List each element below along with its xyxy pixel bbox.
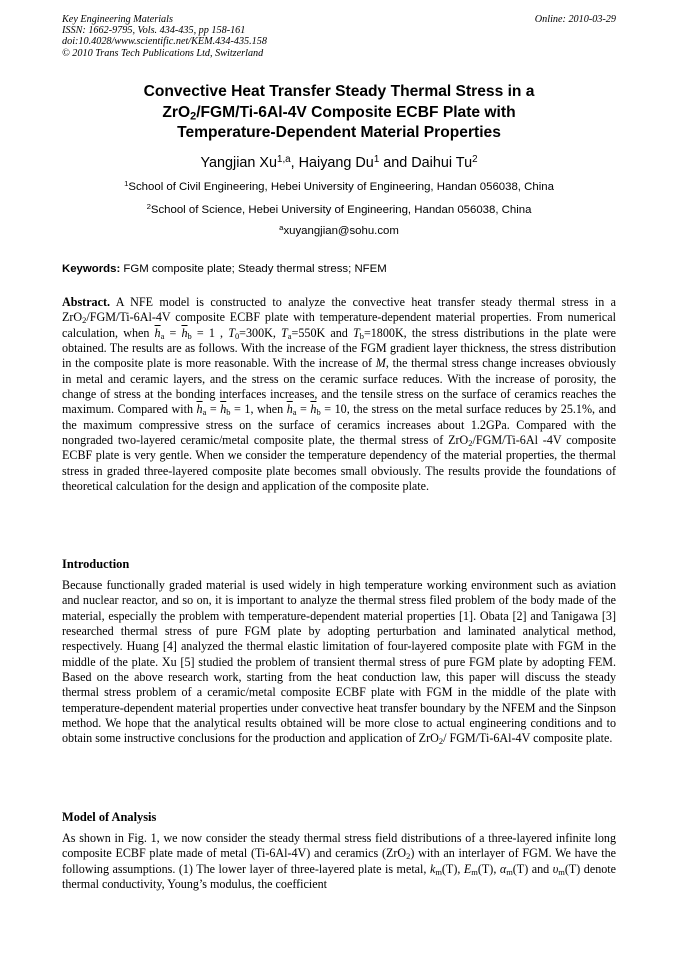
introduction-paragraph bbox=[62, 578, 616, 747]
h-a-3: $\overline{h}$ bbox=[286, 402, 293, 417]
abstract-block bbox=[62, 295, 616, 494]
ta-val: =550K and bbox=[291, 325, 353, 340]
h-a-sub-3: a bbox=[292, 407, 297, 418]
h-b-3: $\overline{h}$ bbox=[310, 402, 317, 417]
e-sub: m bbox=[471, 866, 478, 877]
h-a-sub-1: a bbox=[160, 330, 165, 341]
nu-sub: m bbox=[558, 866, 565, 877]
title-line-1: Convective Heat Transfer Steady Thermal Stress in a bbox=[143, 83, 535, 100]
keywords-label: Keywords: bbox=[62, 263, 121, 275]
e-symbol: E bbox=[463, 861, 472, 876]
eq-val-1: = 1 , bbox=[191, 325, 229, 340]
email-sup: a bbox=[279, 223, 284, 233]
keywords-line bbox=[62, 262, 616, 276]
alpha-arg: (T) bbox=[512, 861, 529, 876]
affiliation-1 bbox=[62, 180, 616, 194]
h-a-1: $\overline{h}$ bbox=[154, 325, 161, 340]
introduction-heading: Introduction bbox=[62, 557, 130, 571]
abstract-label: Abstract. bbox=[62, 295, 111, 309]
abstract-sub-1: 2 bbox=[82, 315, 87, 326]
alpha-sub: m bbox=[506, 866, 513, 877]
title-line-2 bbox=[62, 103, 616, 124]
eq-sign-2: = bbox=[206, 402, 221, 417]
model-text-1: As shown in Fig. 1, we now consider the steady thermal stress field distributions of a three-layered infinite long composite ECBF plate made of metal (Ti-6Al-4V) and ceramics (ZrO bbox=[62, 831, 616, 861]
intro-text-1: Because functionally graded material is used widely in high temperature working environment such as aviation and nuclear reactor, and so on, it is important to analyze the thermal stress filed problem of the body made of the material, especially the problem with temperature-dependent material properties [1]. Obata [2] and Tanigawa [3] researched thermal stress of pure FGM plate by adopting perturbation and laminated analytical method, respectively. Huang [4] analyzed the thermal elastic limitation of four-layered composite plate with FGM in the middle of the plate. Xu [5] studied the problem of transient thermal stress of pure FGM plate by adopting FEM. Based on the above research work, starting from the heat conduction law, this paper will discuss the steady thermal stress problem of a ceramic/metal composite ECBF plate with FGM in the middle of the plate with temperature-dependent material properties under convective heat transfer boundary by the NFEM and the Sinpson method. We hope that the analytical results obtained will be more close to actual engineering conditions and to obtain some instructive conclusions for the production and application of ZrO bbox=[62, 578, 616, 746]
eq-val-2: = 1, when bbox=[230, 402, 287, 417]
introduction-block bbox=[62, 578, 616, 747]
author-3-sup: 2 bbox=[472, 154, 478, 166]
author-3: and Daihui Tu bbox=[379, 155, 473, 171]
m-symbol: M bbox=[375, 356, 386, 371]
model-block bbox=[62, 831, 616, 892]
model-paragraph bbox=[62, 831, 616, 892]
title-line-3: Temperature-Dependent Material Properties bbox=[177, 124, 501, 141]
t0-symbol: T bbox=[228, 325, 235, 340]
abstract-text-6: /FGM/Ti-6Al -4V composite ECBF plate is very gentle. When we consider the temperature dependency of the material properties, the thermal stress in graded three-layered composite plate becomes small obviously. The results provide the foundations of theoretical calculation for the design and application of the composite plate. bbox=[62, 433, 616, 494]
intro-sub: 2 bbox=[438, 736, 444, 747]
comma-1: , bbox=[457, 861, 464, 876]
abstract-text-5: , the stress on the metal surface reduces by 25.1%, and the maximum compressive stress on the surface of ceramics increases about 1.2GPa. Compared with the nongraded two-layered ceramic/metal composite plate, the thermal stress of ZrO bbox=[62, 402, 617, 448]
comma-2: , bbox=[493, 861, 500, 876]
alpha-symbol: α bbox=[499, 861, 507, 876]
author-1-sup: 1,a bbox=[277, 154, 291, 166]
t0-sub: 0 bbox=[234, 330, 240, 341]
h-b-sub-1: b bbox=[187, 330, 192, 341]
k-arg: (T) bbox=[441, 861, 458, 876]
k-sub: m bbox=[435, 866, 442, 877]
h-b-2: $\overline{h}$ bbox=[220, 402, 227, 417]
and-word: and bbox=[528, 861, 553, 876]
online-date: Online: 2010-03-29 bbox=[534, 14, 616, 25]
author-2-sup: 1 bbox=[373, 154, 380, 166]
tb-symbol: T bbox=[352, 325, 360, 340]
author-list bbox=[62, 154, 616, 172]
eq-sign-1: = bbox=[164, 325, 182, 340]
eq-sign-3: = bbox=[296, 402, 311, 417]
aff-2-sup: 2 bbox=[146, 202, 151, 212]
affiliation-2 bbox=[62, 203, 616, 217]
model-sub-1: 2 bbox=[406, 851, 411, 862]
h-b-sub-2: b bbox=[226, 407, 231, 418]
h-b-sub-3: b bbox=[316, 407, 321, 418]
title-subscript: 2 bbox=[190, 110, 197, 123]
keywords-text: FGM composite plate; Steady thermal stress; NFEM bbox=[120, 263, 387, 275]
h-b-1: $\overline{h}$ bbox=[181, 325, 188, 340]
abstract-text-3: =1800K, the stress distributions in the plate were obtained. The results are as follows. With the increase of the FGM gradient layer thickness, the stress distribution in the composite plate is more reasonable. With the increase of bbox=[62, 325, 616, 371]
h-a-2: $\overline{h}$ bbox=[196, 402, 203, 417]
abstract-paragraph bbox=[62, 295, 616, 494]
model-text-2: ) with an interlayer of FGM. We have the following assumptions. (1) The lower layer of three-layered plate is metal, bbox=[62, 846, 616, 876]
doi-line: doi:10.4028/www.scientific.net/KEM.434-435.158 bbox=[62, 36, 267, 48]
intro-text-2: / FGM/Ti-6Al-4V composite plate. bbox=[443, 731, 613, 746]
k-symbol: k bbox=[429, 861, 436, 876]
abstract-text-1: A NFE model is constructed to analyze the convective heat transfer steady thermal stress in a ZrO bbox=[62, 295, 616, 325]
nu-arg: (T) bbox=[564, 861, 581, 876]
aff-1-text: School of Civil Engineering, Hebei University of Engineering, Handan 056038, China bbox=[128, 181, 554, 193]
t0-val: =300K, bbox=[239, 325, 282, 340]
h-a-sub-2: a bbox=[202, 407, 207, 418]
email-line bbox=[62, 224, 616, 238]
aff-2-text: School of Science, Hebei University of Engineering, Handan 056038, China bbox=[150, 204, 532, 216]
model-heading: Model of Analysis bbox=[62, 810, 157, 824]
issn-line: ISSN: 1662-9795, Vols. 434-435, pp 158-161 bbox=[62, 25, 246, 37]
abstract-text-4: , the thermal stress change increases obviously in metal and ceramic layers, and the stress on the ceramic surface reduces. With the increase of porosity, the change of stress at the bonding interfaces increases, and the tensile stress on the surface of ceramics reaches the maximum. Compared with bbox=[62, 356, 616, 417]
abstract-text-2: /FGM/Ti-6Al-4V composite ECBF plate with temperature-dependent material properties. From numerical calculation, when bbox=[62, 310, 616, 340]
email-link[interactable]: xuyangjian@sohu.com bbox=[283, 225, 399, 237]
e-arg: (T) bbox=[477, 861, 494, 876]
title-zro: ZrO bbox=[162, 103, 191, 121]
ta-sub: a bbox=[287, 330, 292, 341]
eq-val-3: = 10 bbox=[320, 402, 347, 417]
copyright-line: © 2010 Trans Tech Publications Ltd, Switzerland bbox=[62, 47, 264, 59]
abstract-sub-2: 2 bbox=[468, 438, 473, 449]
journal-name: Key Engineering Materials bbox=[62, 14, 173, 25]
nu-symbol: υ bbox=[552, 861, 559, 876]
journal-header bbox=[62, 14, 616, 59]
author-2: , Haiyang Du bbox=[290, 155, 374, 171]
aff-1-sup: 1 bbox=[124, 179, 129, 189]
ta-symbol: T bbox=[281, 325, 288, 340]
author-1: Yangjian Xu bbox=[200, 155, 277, 171]
title-rest: /FGM/Ti-6Al-4V Composite ECBF Plate with bbox=[196, 103, 516, 121]
tb-sub: b bbox=[359, 330, 364, 341]
paper-title bbox=[62, 82, 616, 144]
model-text-3: denote thermal conductivity, Young’s modulus, the coefficient bbox=[62, 861, 617, 892]
